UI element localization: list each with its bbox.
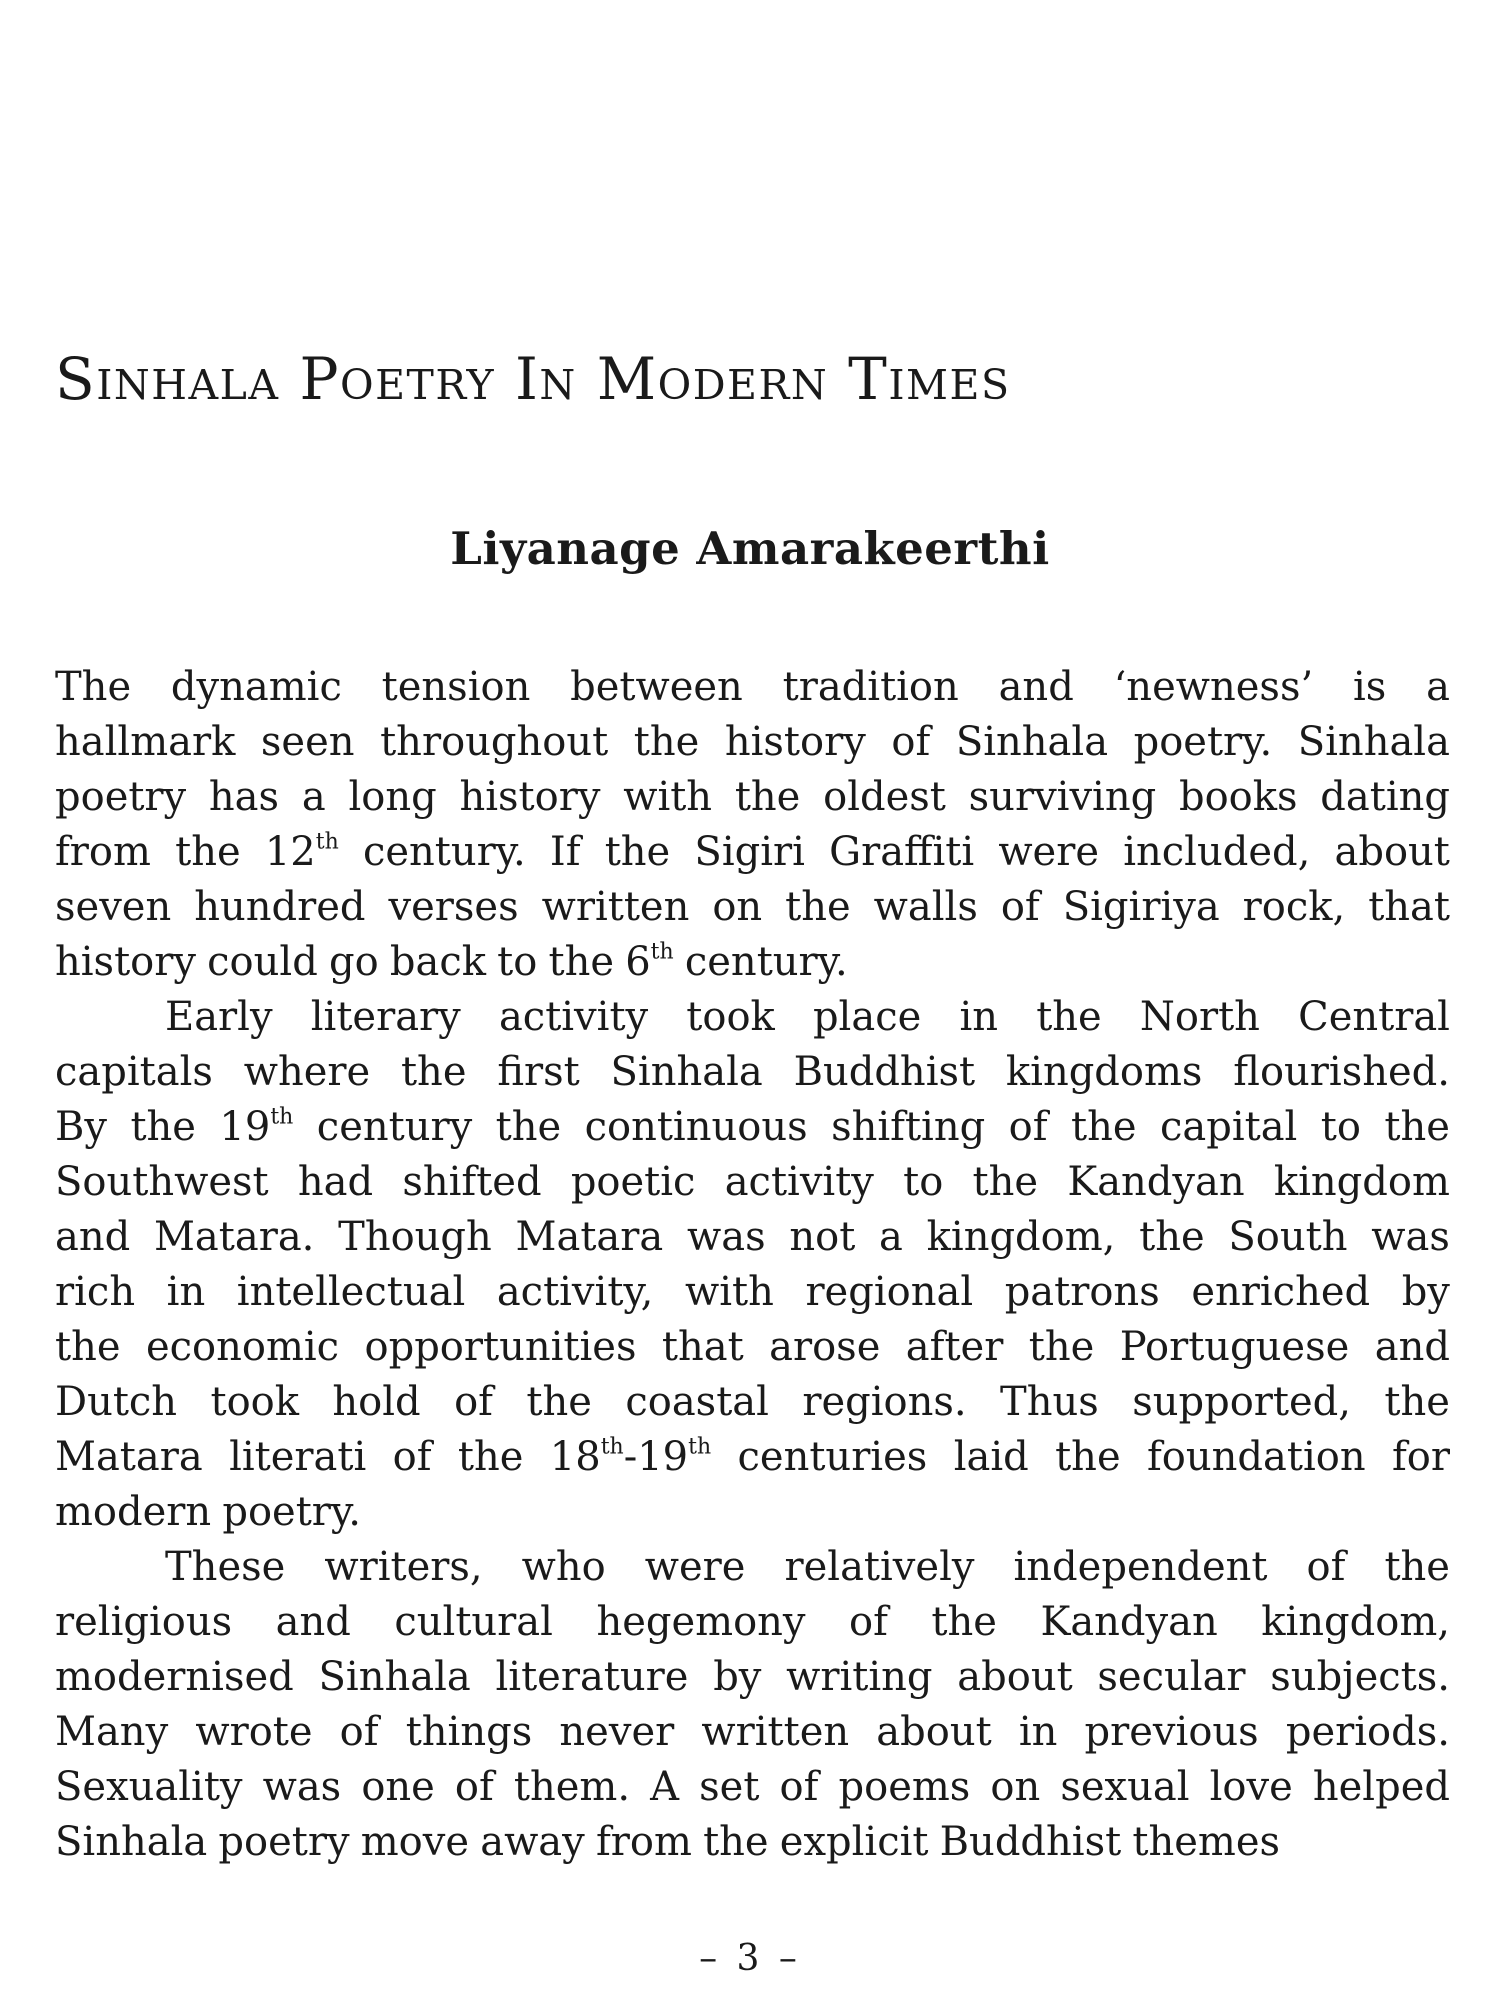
word: 6th [625, 939, 674, 985]
word: a [879, 1214, 903, 1260]
word: 19th [219, 1104, 294, 1150]
word: foundation [1147, 1434, 1366, 1480]
word: kingdom, [926, 1214, 1116, 1260]
word: of [1306, 1544, 1346, 1590]
word: wrote [195, 1709, 313, 1755]
word: the [734, 774, 801, 820]
word: to [497, 939, 538, 985]
word: activity, [496, 1269, 654, 1315]
word: economic [145, 1324, 340, 1370]
word: history [724, 719, 866, 765]
word: written [541, 884, 690, 930]
word: writers, [324, 1544, 483, 1590]
word: tension [381, 664, 531, 710]
text-line [55, 1155, 1450, 1210]
word: were [998, 829, 1100, 875]
word: of [779, 1764, 819, 1810]
word: that [661, 1324, 744, 1370]
word: modernised [55, 1654, 294, 1700]
word: included, [1123, 829, 1311, 875]
word: capitals [55, 1049, 213, 1095]
word: love [1209, 1764, 1293, 1810]
word: seen [260, 719, 355, 765]
word: had [297, 1159, 374, 1205]
word: has [208, 774, 280, 820]
word: and [1374, 1324, 1450, 1370]
text-line [55, 880, 1450, 935]
word: modern [55, 1489, 212, 1535]
word: about [957, 1654, 1073, 1700]
word: the [175, 829, 241, 875]
word: from [55, 829, 151, 875]
word: poems [838, 1764, 971, 1810]
word: with [684, 1269, 774, 1315]
word: activity [724, 1159, 874, 1205]
word: Many [55, 1709, 169, 1755]
word: arose [769, 1324, 881, 1370]
word: rich [55, 1269, 136, 1315]
superscript: th [600, 1434, 624, 1460]
word: the [1384, 1104, 1450, 1150]
word: and [275, 1599, 351, 1645]
word: dating [1320, 774, 1450, 820]
word: literary [310, 994, 461, 1040]
word: is [1352, 664, 1387, 710]
text-line [55, 715, 1450, 770]
word: surviving [968, 774, 1157, 820]
word: regional [805, 1269, 974, 1315]
word: kingdoms [1005, 1049, 1203, 1095]
word: These [165, 1544, 286, 1590]
word: that [1368, 884, 1450, 930]
text-line [55, 1320, 1450, 1375]
word: explicit [779, 1819, 929, 1865]
word: the [1036, 994, 1102, 1040]
word: the [1384, 1544, 1450, 1590]
text-line [55, 660, 1450, 715]
word: by [1401, 1269, 1450, 1315]
paragraph [55, 990, 1450, 1540]
word: the [526, 1379, 592, 1425]
word: about [1334, 829, 1450, 875]
word: literature [495, 1654, 689, 1700]
word: themes [1132, 1819, 1281, 1865]
word: the [130, 1104, 196, 1150]
word: Kandyan [1040, 1599, 1218, 1645]
word: subjects. [1270, 1654, 1450, 1700]
word: Sinhala [610, 1049, 763, 1095]
word: helped [1312, 1764, 1450, 1810]
word: shifting [831, 1104, 986, 1150]
word: hallmark [55, 719, 236, 765]
word: away [480, 1819, 585, 1865]
word: books [1178, 774, 1298, 820]
chapter-title: Sinhala Poetry In Modern Times [55, 345, 1011, 413]
text-line [55, 1375, 1450, 1430]
word: poetry. [222, 1489, 361, 1535]
word: centuries [737, 1434, 928, 1480]
word: Early [165, 994, 273, 1040]
word: who [521, 1544, 606, 1590]
text-line [55, 1485, 1450, 1540]
word: hegemony [596, 1599, 806, 1645]
word: the [1139, 1214, 1205, 1260]
word: history [459, 774, 601, 820]
word: of [849, 1599, 888, 1645]
word: patrons [1004, 1269, 1160, 1315]
word: in [959, 994, 999, 1040]
text-line [55, 1430, 1450, 1485]
word: North [1139, 994, 1260, 1040]
word: Thus [1000, 1379, 1099, 1425]
word: the [703, 1819, 769, 1865]
superscript: th [315, 829, 339, 855]
word: long [348, 774, 437, 820]
word: and [55, 1214, 131, 1260]
word: dynamic [170, 664, 342, 710]
word: By [55, 1104, 107, 1150]
word: regions. [802, 1379, 967, 1425]
word: kingdom, [1261, 1599, 1450, 1645]
word: from [595, 1819, 692, 1865]
word: South [1228, 1214, 1348, 1260]
word: written [701, 1709, 850, 1755]
word: back [389, 939, 486, 985]
word: Sinhala [318, 1654, 471, 1700]
word: things [405, 1709, 533, 1755]
word: intellectual [236, 1269, 466, 1315]
word: the [785, 884, 851, 930]
word: sexual [1060, 1764, 1190, 1810]
word: the [495, 1104, 562, 1150]
word: by [713, 1654, 762, 1700]
word: could [207, 939, 318, 985]
word: the [55, 1324, 121, 1370]
word: tradition [782, 664, 959, 710]
word: A [650, 1764, 680, 1810]
text-line [55, 825, 1450, 880]
word: a [301, 774, 326, 820]
word: were [644, 1544, 746, 1590]
word: set [699, 1764, 760, 1810]
text-line [55, 1705, 1450, 1760]
word: first [497, 1049, 580, 1095]
text-line [55, 770, 1450, 825]
word: If [549, 829, 581, 875]
word: the [1071, 1104, 1137, 1150]
word: hold [332, 1379, 421, 1425]
word: writing [786, 1654, 933, 1700]
word: periods. [1285, 1709, 1450, 1755]
word: between [570, 664, 743, 710]
word: of [392, 1434, 432, 1480]
text-line [55, 1540, 1450, 1595]
word: Sigiriya [1062, 884, 1220, 930]
word: the [972, 1159, 1039, 1205]
word: flourished. [1233, 1049, 1450, 1095]
word: after [905, 1324, 1004, 1370]
text-line [55, 1045, 1450, 1100]
word: of [454, 1764, 494, 1810]
text-line [55, 1595, 1450, 1650]
word: a [1426, 664, 1450, 710]
word: Sinhala [55, 1819, 208, 1865]
word: ‘newness’ [1113, 664, 1314, 710]
word: Matara [55, 1434, 203, 1480]
word: place [812, 994, 922, 1040]
word: the [931, 1599, 997, 1645]
word: Dutch [55, 1379, 178, 1425]
word: the [1028, 1324, 1095, 1370]
word: Graffiti [829, 829, 975, 875]
text-line [55, 935, 1450, 990]
text-line [55, 1760, 1450, 1815]
word: Buddhist [939, 1819, 1122, 1865]
word: poetry [218, 1819, 350, 1865]
word: of [339, 1709, 379, 1755]
text-line [55, 1650, 1450, 1705]
word: the [1055, 1434, 1121, 1480]
word: to [903, 1159, 944, 1205]
word: century. [362, 829, 526, 875]
word: Sexuality [55, 1764, 243, 1810]
word: shifted [402, 1159, 542, 1205]
word: was [1371, 1214, 1450, 1260]
word: where [243, 1049, 371, 1095]
word: poetry [55, 774, 187, 820]
word: Though [338, 1214, 492, 1260]
word: The [55, 664, 132, 710]
word: Matara [515, 1214, 664, 1260]
word: go [329, 939, 379, 985]
word: on [990, 1764, 1041, 1810]
word: the [1384, 1379, 1450, 1425]
paragraph [55, 1540, 1450, 1870]
word: seven [55, 884, 172, 930]
word: Portuguese [1119, 1324, 1350, 1370]
word: relatively [784, 1544, 975, 1590]
word: the [604, 829, 671, 875]
body-text [55, 660, 1450, 1870]
word: of [454, 1379, 493, 1425]
text-line [55, 1265, 1450, 1320]
word: supported, [1132, 1379, 1351, 1425]
word: throughout [380, 719, 609, 765]
word: walls [873, 884, 978, 930]
word: oldest [823, 774, 946, 820]
word: took [686, 994, 775, 1040]
word: 18th-19th [549, 1434, 712, 1480]
word: on [712, 884, 763, 930]
word: for [1391, 1434, 1450, 1480]
word: them. [513, 1764, 631, 1810]
chapter-author: Liyanage Amarakeerthi [450, 522, 1050, 575]
word: Sinhala [1297, 719, 1450, 765]
word: Buddhist [793, 1049, 976, 1095]
word: about [876, 1709, 992, 1755]
word: in [166, 1269, 206, 1315]
word: Matara. [153, 1214, 315, 1260]
word: 12th [264, 829, 339, 875]
word: Sinhala [955, 719, 1109, 765]
word: Southwest [55, 1159, 269, 1205]
page-number: – 3 – [699, 1938, 801, 1979]
word: the [400, 1049, 467, 1095]
word: verses [388, 884, 519, 930]
word: of [1008, 1104, 1048, 1150]
word: the [457, 1434, 524, 1480]
word: not [789, 1214, 856, 1260]
superscript: th [688, 1434, 712, 1460]
word: move [360, 1819, 470, 1865]
word: Kandyan [1067, 1159, 1245, 1205]
superscript: th [270, 1104, 294, 1130]
text-line [55, 990, 1450, 1045]
word: Central [1298, 994, 1450, 1040]
word: religious [55, 1599, 233, 1645]
word: activity [498, 994, 649, 1040]
word: secular [1097, 1654, 1246, 1700]
word: history [55, 939, 196, 985]
word: previous [1084, 1709, 1259, 1755]
text-line [55, 1100, 1450, 1155]
word: took [210, 1379, 299, 1425]
word: one [361, 1764, 435, 1810]
word: century [316, 1104, 473, 1150]
word: rock, [1242, 884, 1346, 930]
word: was [687, 1214, 766, 1260]
word: independent [1013, 1544, 1268, 1590]
word: Sigiri [694, 829, 805, 875]
word: enriched [1191, 1269, 1371, 1315]
word: laid [953, 1434, 1029, 1480]
word: continuous [584, 1104, 808, 1150]
word: never [559, 1709, 675, 1755]
text-line [55, 1815, 1450, 1870]
word: kingdom [1273, 1159, 1450, 1205]
word: cultural [394, 1599, 553, 1645]
word: literati [229, 1434, 367, 1480]
word: century. [684, 939, 848, 985]
word: capital [1159, 1104, 1298, 1150]
word: poetic [570, 1159, 696, 1205]
word: the [548, 939, 615, 985]
word: with [623, 774, 713, 820]
paragraph [55, 660, 1450, 990]
word: to [1320, 1104, 1361, 1150]
word: opportunities [364, 1324, 637, 1370]
word: and [998, 664, 1074, 710]
word: coastal [625, 1379, 769, 1425]
word: the [633, 719, 700, 765]
word: in [1018, 1709, 1058, 1755]
word: was [262, 1764, 342, 1810]
superscript: th [650, 939, 674, 965]
text-line [55, 1210, 1450, 1265]
word: of [1000, 884, 1040, 930]
word: poetry. [1133, 719, 1273, 765]
word: of [891, 719, 931, 765]
word: hundred [194, 884, 366, 930]
